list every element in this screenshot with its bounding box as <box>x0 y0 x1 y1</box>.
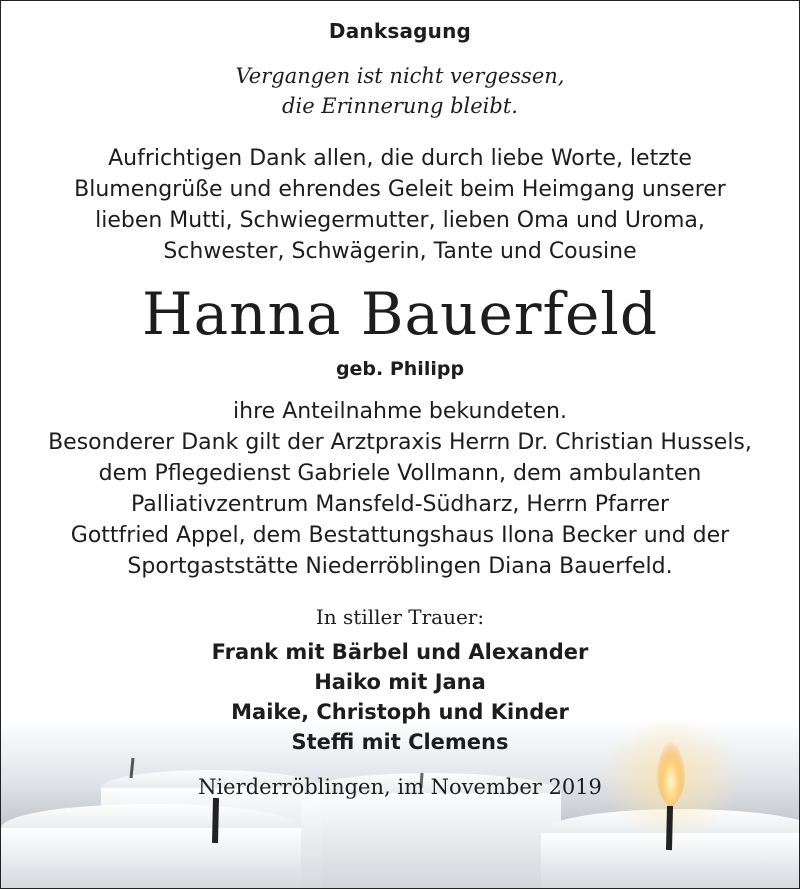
mourner-entry: Steffi mit Clemens <box>291 730 509 754</box>
thanks-line: Palliativzentrum Mansfeld-Südharz, Herrn Pfarrer <box>130 492 670 517</box>
intro-line: Blumengrüße und ehrendes Geleit beim Heimgang unserer <box>74 177 726 202</box>
thanks-paragraph <box>1 396 799 582</box>
mourning-intro: In stiller Trauer: <box>315 605 485 629</box>
place-date: Nierderröblingen, im November 2019 <box>198 775 602 799</box>
mourner-entry: Maike, Christoph und Kinder <box>231 700 569 724</box>
thanks-line: Besonderer Dank gilt der Arztpraxis Herrn Dr. Christian Hussels, <box>48 430 752 455</box>
intro-line: Aufrichtigen Dank allen, die durch liebe Worte, letzte <box>108 146 692 171</box>
motto <box>1 61 799 121</box>
mourner-entry: Haiko mit Jana <box>314 670 486 694</box>
thanks-line: Sportgaststätte Niederröblingen Diana Bauerfeld. <box>127 554 673 579</box>
motto-line: die Erinnerung bleibt. <box>282 94 518 118</box>
deceased-name: Hanna Bauerfeld <box>142 280 658 348</box>
thanks-line: Gottfried Appel, dem Bestattungshaus Ilona Becker und der <box>70 523 730 548</box>
thanks-line: dem Pflegedienst Gabriele Vollmann, dem ambulanten <box>98 461 702 486</box>
intro-paragraph <box>1 143 799 267</box>
intro-line: lieben Mutti, Schwiegermutter, lieben Oma und Uroma, <box>95 208 705 233</box>
motto-line: Vergangen ist nicht vergessen, <box>235 64 565 88</box>
notice-title: Danksagung <box>328 19 472 43</box>
mourners-list <box>1 637 799 757</box>
thanks-line: ihre Anteilnahme bekundeten. <box>233 399 567 424</box>
mourner-entry: Frank mit Bärbel und Alexander <box>211 640 589 664</box>
intro-line: Schwester, Schwägerin, Tante und Cousine <box>163 239 637 264</box>
maiden-name: geb. Philipp <box>335 358 465 380</box>
